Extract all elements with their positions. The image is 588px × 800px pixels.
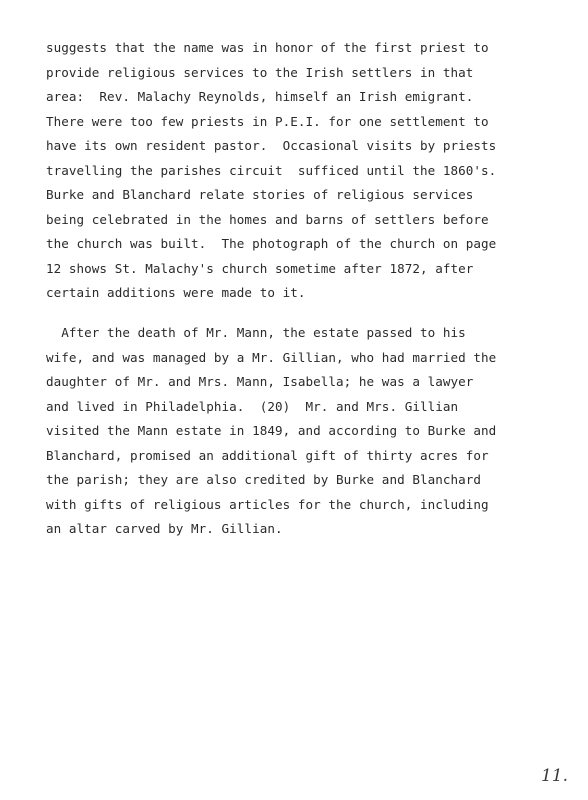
text-line: an altar carved by Mr. Gillian. (46, 521, 283, 536)
text-line: wife, and was managed by a Mr. Gillian, who had married the (46, 349, 497, 365)
text-line: daughter of Mr. and Mrs. Mann, Isabella; he was a lawyer (46, 374, 474, 389)
text-line: 12 shows St. Malachy's church sometime after 1872, after (46, 260, 474, 276)
text-line: There were too few priests in P.E.I. for one settlement to (46, 113, 489, 129)
text-line: certain additions were made to it. (46, 285, 306, 300)
text-line: After the death of Mr. Mann, the estate passed to his (46, 325, 466, 340)
text-line: Burke and Blanchard relate stories of religious services (46, 187, 474, 202)
text-line: suggests that the name was in honor of the first priest to (46, 40, 489, 55)
text-line: the church was built. The photograph of the church on page (46, 236, 497, 251)
text-line: being celebrated in the homes and barns of settlers before (46, 211, 489, 227)
text-line: and lived in Philadelphia. (20) Mr. and Mrs. Gillian (46, 398, 459, 414)
text-line: Blanchard, promised an additional gift of thirty acres for (46, 447, 489, 463)
text-line: visited the Mann estate in 1849, and according to Burke and (46, 423, 497, 438)
text-line: travelling the parishes circuit sufficed until the 1860's. (46, 162, 497, 178)
text-line: with gifts of religious articles for the church, including (46, 496, 489, 512)
text-line: provide religious services to the Irish settlers in that (46, 64, 474, 80)
paragraph-2 (46, 321, 566, 542)
text-line: area: Rev. Malachy Reynolds, himself an Irish emigrant. (46, 89, 474, 104)
text-line: the parish; they are also credited by Burke and Blanchard (46, 472, 482, 487)
paragraph-1 (46, 36, 566, 306)
text-line: have its own resident pastor. Occasional visits by priests (46, 138, 497, 153)
page-number: 11. (540, 766, 568, 786)
